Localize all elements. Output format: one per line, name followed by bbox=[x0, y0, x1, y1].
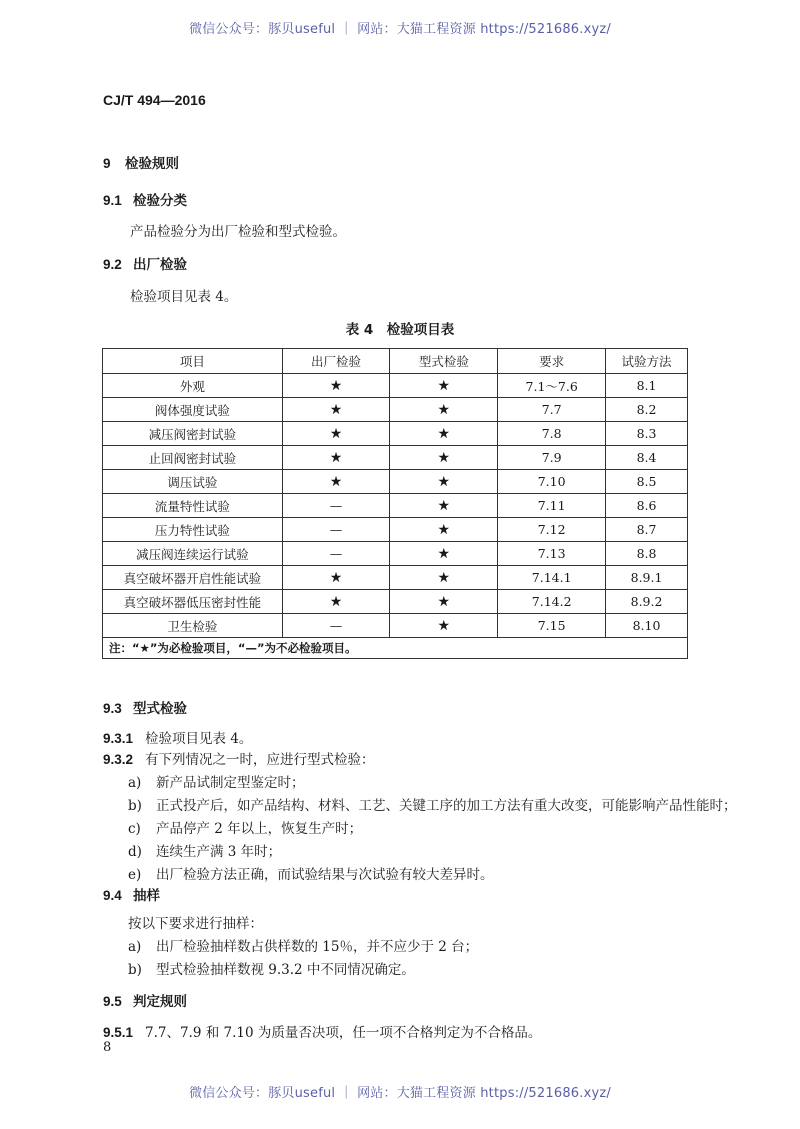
requirement-cell: 7.13 bbox=[498, 542, 606, 566]
inspection-items-table bbox=[102, 348, 688, 659]
column-header: 出厂检验 bbox=[282, 349, 390, 374]
list-label: e) bbox=[128, 867, 142, 883]
type-mark-cell: ★ bbox=[390, 446, 498, 470]
method-cell: 8.6 bbox=[606, 494, 688, 518]
requirement-cell: 7.12 bbox=[498, 518, 606, 542]
list-label: b) bbox=[128, 962, 142, 978]
table-row bbox=[103, 470, 688, 494]
section-title: 判定规则 bbox=[133, 994, 187, 1010]
list-item bbox=[128, 840, 281, 860]
list-label: c) bbox=[128, 821, 141, 837]
clause-9-3-1 bbox=[103, 727, 252, 747]
method-cell: 8.3 bbox=[606, 422, 688, 446]
requirement-cell: 7.8 bbox=[498, 422, 606, 446]
method-cell: 8.9.1 bbox=[606, 566, 688, 590]
list-item bbox=[128, 958, 415, 978]
clause-number: 9.3.1 bbox=[103, 731, 134, 746]
item-cell: 止回阀密封试验 bbox=[103, 446, 283, 470]
section-title: 检验分类 bbox=[133, 193, 187, 209]
item-cell: 减压阀连续运行试验 bbox=[103, 542, 283, 566]
type-mark-cell: ★ bbox=[390, 470, 498, 494]
factory-mark-cell: — bbox=[282, 614, 390, 638]
clause-number: 9.5.1 bbox=[103, 1025, 134, 1040]
method-cell: 8.8 bbox=[606, 542, 688, 566]
type-mark-cell: ★ bbox=[390, 518, 498, 542]
clause-text: 7.7、7.9 和 7.10 为质量否决项，任一项不合格判定为不合格品。 bbox=[145, 1025, 542, 1041]
clause-number: 9.3.2 bbox=[103, 752, 134, 767]
method-cell: 8.4 bbox=[606, 446, 688, 470]
clause-9-5-1 bbox=[103, 1021, 541, 1041]
list-item bbox=[128, 794, 737, 814]
item-cell: 真空破坏器低压密封性能 bbox=[103, 590, 283, 614]
item-cell: 外观 bbox=[103, 374, 283, 398]
type-mark-cell: ★ bbox=[390, 542, 498, 566]
method-cell: 8.9.2 bbox=[606, 590, 688, 614]
section-9-1-text: 产品检验分为出厂检验和型式检验。 bbox=[130, 224, 346, 240]
table-row bbox=[103, 566, 688, 590]
table-note: 注：“★”为必检验项目，“—”为不必检验项目。 bbox=[103, 638, 688, 659]
table-row bbox=[103, 494, 688, 518]
requirement-cell: 7.9 bbox=[498, 446, 606, 470]
requirement-cell: 7.14.2 bbox=[498, 590, 606, 614]
table-row bbox=[103, 590, 688, 614]
factory-mark-cell: ★ bbox=[282, 470, 390, 494]
section-number: 9.2 bbox=[103, 257, 122, 272]
section-title: 出厂检验 bbox=[133, 257, 187, 273]
list-label: d) bbox=[128, 844, 142, 860]
list-text: 产品停产 2 年以上，恢复生产时； bbox=[156, 821, 363, 837]
table-row bbox=[103, 518, 688, 542]
table-row bbox=[103, 614, 688, 638]
type-mark-cell: ★ bbox=[390, 566, 498, 590]
type-mark-cell: ★ bbox=[390, 398, 498, 422]
type-mark-cell: ★ bbox=[390, 374, 498, 398]
list-item bbox=[128, 863, 494, 883]
item-cell: 流量特性试验 bbox=[103, 494, 283, 518]
factory-mark-cell: ★ bbox=[282, 374, 390, 398]
clause-9-3-2 bbox=[103, 748, 375, 768]
list-text: 出厂检验抽样数占供样数的 15％，并不应少于 2 台； bbox=[156, 939, 479, 955]
section-9-heading bbox=[103, 152, 179, 172]
section-title: 抽样 bbox=[133, 888, 160, 904]
factory-mark-cell: — bbox=[282, 494, 390, 518]
list-label: b) bbox=[128, 798, 142, 814]
table-row bbox=[103, 398, 688, 422]
table-title: 表 4 检验项目表 bbox=[345, 322, 455, 338]
list-text: 型式检验抽样数视 9.3.2 中不同情况确定。 bbox=[156, 962, 415, 978]
method-cell: 8.1 bbox=[606, 374, 688, 398]
section-9-2-text: 检验项目见表 4。 bbox=[130, 289, 238, 305]
item-cell: 减压阀密封试验 bbox=[103, 422, 283, 446]
section-9-5-heading bbox=[103, 990, 187, 1010]
list-item bbox=[128, 771, 305, 791]
factory-mark-cell: ★ bbox=[282, 446, 390, 470]
section-number: 9 bbox=[103, 156, 111, 171]
section-title: 型式检验 bbox=[133, 701, 187, 717]
list-item bbox=[128, 817, 362, 837]
factory-mark-cell: ★ bbox=[282, 590, 390, 614]
list-text: 出厂检验方法正确，而试验结果与次试验有较大差异时。 bbox=[156, 867, 494, 883]
type-mark-cell: ★ bbox=[390, 422, 498, 446]
table-header-row bbox=[103, 349, 688, 374]
table-row bbox=[103, 446, 688, 470]
type-mark-cell: ★ bbox=[390, 614, 498, 638]
method-cell: 8.5 bbox=[606, 470, 688, 494]
requirement-cell: 7.7 bbox=[498, 398, 606, 422]
section-number: 9.3 bbox=[103, 701, 122, 716]
table-row bbox=[103, 422, 688, 446]
list-text: 正式投产后，如产品结构、材料、工艺、关键工序的加工方法有重大改变，可能影响产品性能时； bbox=[156, 798, 737, 814]
section-number: 9.1 bbox=[103, 193, 122, 208]
list-item bbox=[128, 935, 478, 955]
factory-mark-cell: ★ bbox=[282, 566, 390, 590]
table-note-row bbox=[103, 638, 688, 659]
section-9-1-heading bbox=[103, 189, 187, 209]
item-cell: 调压试验 bbox=[103, 470, 283, 494]
requirement-cell: 7.10 bbox=[498, 470, 606, 494]
factory-mark-cell: ★ bbox=[282, 398, 390, 422]
requirement-cell: 7.14.1 bbox=[498, 566, 606, 590]
factory-mark-cell: ★ bbox=[282, 422, 390, 446]
requirement-cell: 7.1～7.6 bbox=[498, 374, 606, 398]
column-header: 项目 bbox=[103, 349, 283, 374]
method-cell: 8.2 bbox=[606, 398, 688, 422]
list-label: a) bbox=[128, 939, 142, 955]
section-9-2-heading bbox=[103, 253, 187, 273]
clause-text: 有下列情况之一时，应进行型式检验： bbox=[145, 752, 375, 768]
list-text: 新产品试制定型鉴定时； bbox=[156, 775, 305, 791]
section-9-4-heading bbox=[103, 884, 160, 904]
factory-mark-cell: — bbox=[282, 542, 390, 566]
table-row bbox=[103, 374, 688, 398]
section-number: 9.4 bbox=[103, 888, 122, 903]
factory-mark-cell: — bbox=[282, 518, 390, 542]
standard-code: CJ/T 494—2016 bbox=[103, 92, 206, 108]
table-row bbox=[103, 542, 688, 566]
requirement-cell: 7.15 bbox=[498, 614, 606, 638]
column-header: 试验方法 bbox=[606, 349, 688, 374]
requirement-cell: 7.11 bbox=[498, 494, 606, 518]
clause-text: 检验项目见表 4。 bbox=[145, 731, 253, 747]
method-cell: 8.10 bbox=[606, 614, 688, 638]
watermark-top: 微信公众号：豚贝useful ｜ 网站：大猫工程资源 https://521686.xyz/ bbox=[189, 22, 611, 37]
type-mark-cell: ★ bbox=[390, 590, 498, 614]
column-header: 型式检验 bbox=[390, 349, 498, 374]
method-cell: 8.7 bbox=[606, 518, 688, 542]
item-cell: 阀体强度试验 bbox=[103, 398, 283, 422]
type-mark-cell: ★ bbox=[390, 494, 498, 518]
item-cell: 压力特性试验 bbox=[103, 518, 283, 542]
list-text: 连续生产满 3 年时； bbox=[156, 844, 282, 860]
section-9-4-text: 按以下要求进行抽样： bbox=[128, 916, 263, 932]
list-label: a) bbox=[128, 775, 142, 791]
item-cell: 卫生检验 bbox=[103, 614, 283, 638]
page-number: 8 bbox=[103, 1040, 112, 1055]
column-header: 要求 bbox=[498, 349, 606, 374]
section-9-3-heading bbox=[103, 697, 187, 717]
watermark-bottom: 微信公众号：豚贝useful ｜ 网站：大猫工程资源 https://521686.xyz/ bbox=[189, 1086, 611, 1101]
item-cell: 真空破坏器开启性能试验 bbox=[103, 566, 283, 590]
section-title: 检验规则 bbox=[125, 156, 179, 172]
section-number: 9.5 bbox=[103, 994, 122, 1009]
